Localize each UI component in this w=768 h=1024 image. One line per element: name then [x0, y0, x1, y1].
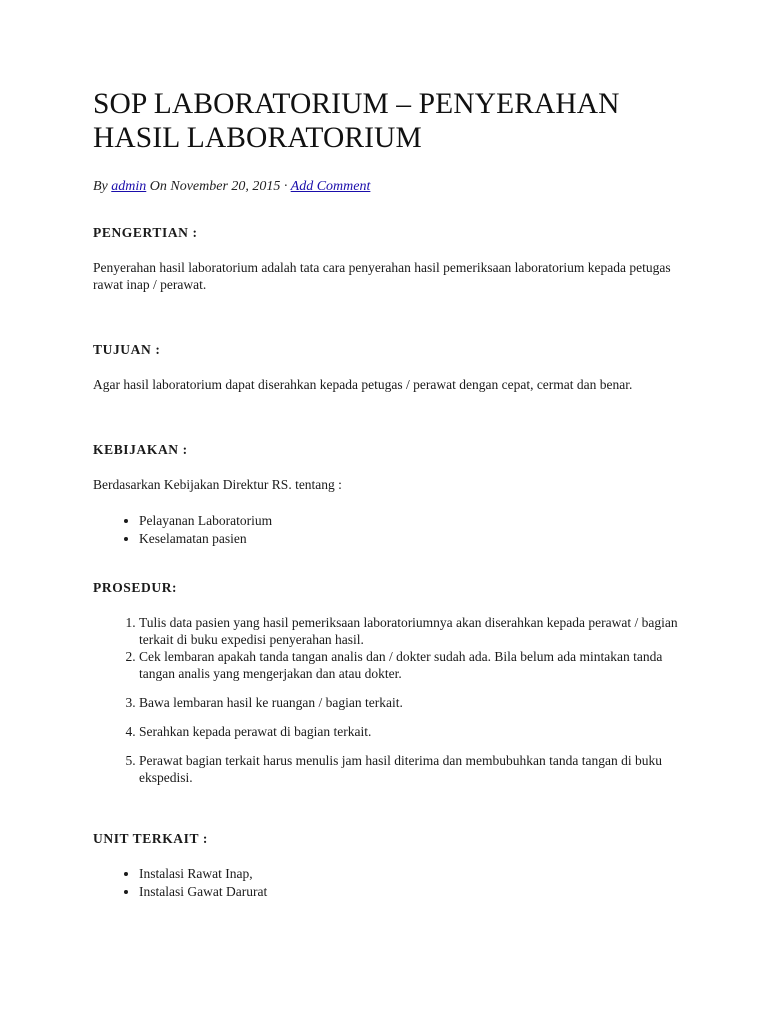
byline-date: On November 20, 2015 ·: [149, 179, 288, 194]
list-item: • Instalasi Gawat Darurat: [139, 883, 688, 901]
document-title: SOP LABORATORIUM – PENYERAHAN HASIL LABORATORIUM: [93, 88, 620, 154]
section-heading-kebijakan: KEBIJAKAN :: [93, 442, 188, 457]
section-heading-pengertian: PENGERTIAN :: [93, 225, 198, 240]
byline-by: By: [93, 179, 108, 194]
author-link[interactable]: admin: [111, 179, 147, 194]
step-item: 1. Tulis data pasien yang hasil pemeriksaan laboratoriumnya akan diserahkan kepada perawat / bagian terkait di buku expedisi penyerahan hasil.: [139, 614, 693, 648]
prosedur-steps: [93, 614, 693, 786]
section-heading-prosedur: PROSEDUR:: [93, 580, 178, 595]
list-item: • Instalasi Rawat Inap,: [139, 865, 688, 883]
add-comment-link[interactable]: Add Comment: [290, 179, 371, 194]
section-text-kebijakan: Berdasarkan Kebijakan Direktur RS. tentang :: [93, 477, 342, 492]
unit-terkait-list: [93, 865, 688, 901]
kebijakan-list: [93, 512, 688, 548]
list-item: • Keselamatan pasien: [139, 530, 688, 548]
section-text-pengertian: Penyerahan hasil laboratorium adalah tata cara penyerahan hasil pemeriksaan laboratorium kepada petugas rawat inap / perawat.: [93, 260, 671, 292]
byline: [93, 178, 688, 196]
step-item: 4. Serahkan kepada perawat di bagian terkait.: [139, 723, 693, 740]
list-item: • Pelayanan Laboratorium: [139, 512, 688, 530]
section-heading-tujuan: TUJUAN :: [93, 342, 161, 357]
step-item: 3. Bawa lembaran hasil ke ruangan / bagian terkait.: [139, 694, 693, 711]
step-item: 2. Cek lembaran apakah tanda tangan analis dan / dokter sudah ada. Bila belum ada mintakan tanda tangan analis yang mengerjakan dan atau dokter.: [139, 648, 693, 682]
section-heading-unit-terkait: UNIT TERKAIT :: [93, 831, 208, 846]
step-item: 5. Perawat bagian terkait harus menulis jam hasil diterima dan membubuhkan tanda tangan di buku ekspedisi.: [139, 752, 693, 786]
section-text-tujuan: Agar hasil laboratorium dapat diserahkan kepada petugas / perawat dengan cepat, cermat dan benar.: [93, 377, 633, 392]
